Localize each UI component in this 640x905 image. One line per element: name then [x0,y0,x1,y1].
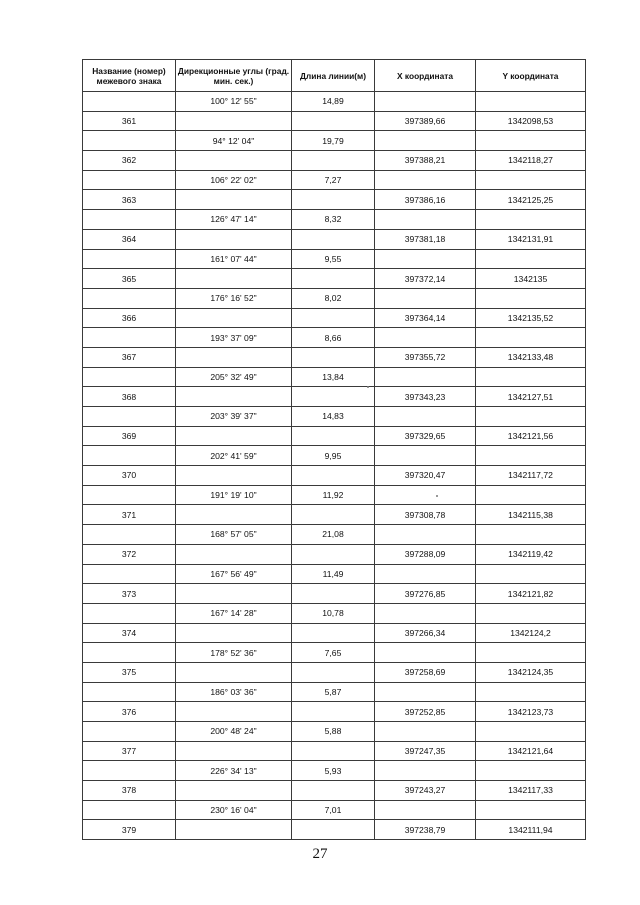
x-coordinate-cell: 397372,14 [375,269,476,289]
line-length-cell: 11,49 [292,564,375,584]
line-length-cell [292,426,375,446]
marker-name-cell: 378 [83,781,176,801]
table-row [83,623,586,643]
bearing-angle-cell: 106° 22' 02" [176,170,292,190]
line-length-cell [292,741,375,761]
x-coordinate-cell: 397386,16 [375,190,476,210]
bearing-angle-cell [176,229,292,249]
y-coordinate-cell [476,249,586,269]
line-length-cell: 21,08 [292,525,375,545]
x-coordinate-cell [375,92,476,112]
marker-name-cell [83,407,176,427]
bearing-angle-cell: 230° 16' 04" [176,800,292,820]
line-length-cell: 11,92 [292,485,375,505]
line-length-cell: 14,83 [292,407,375,427]
line-length-cell [292,820,375,840]
bearing-angle-cell: 178° 52' 36" [176,643,292,663]
y-coordinate-cell: 1342121,64 [476,741,586,761]
line-length-cell: 14,89 [292,92,375,112]
line-length-cell [292,308,375,328]
header-y-coordinate: Y координата [476,60,586,92]
bearing-angle-cell: 176° 16' 52" [176,288,292,308]
x-coordinate-cell: 397247,35 [375,741,476,761]
table-row [83,485,586,505]
y-coordinate-cell [476,407,586,427]
bearing-angle-cell: 167° 56' 49" [176,564,292,584]
table-row [83,584,586,604]
marker-name-cell: 376 [83,702,176,722]
bearing-angle-cell: 226° 34' 13" [176,761,292,781]
y-coordinate-cell [476,131,586,151]
x-coordinate-cell [375,131,476,151]
table-row [83,682,586,702]
bearing-angle-cell [176,741,292,761]
marker-name-cell [83,210,176,230]
x-coordinate-cell: 397238,79 [375,820,476,840]
line-length-cell: 7,01 [292,800,375,820]
table-row [83,288,586,308]
marker-name-cell: 377 [83,741,176,761]
bearing-angle-cell [176,505,292,525]
bearing-angle-cell [176,308,292,328]
marker-name-cell [83,800,176,820]
marker-name-cell [83,288,176,308]
marker-name-cell [83,603,176,623]
table-row [83,564,586,584]
line-length-cell: 5,87 [292,682,375,702]
line-length-cell: 9,95 [292,446,375,466]
table-row [83,210,586,230]
table-row [83,249,586,269]
line-length-cell [292,702,375,722]
line-length-cell: 8,32 [292,210,375,230]
bearing-angle-cell: 193° 37' 09" [176,328,292,348]
x-coordinate-cell [375,722,476,742]
x-coordinate-cell: 397355,72 [375,347,476,367]
x-coordinate-cell: 397276,85 [375,584,476,604]
marker-name-cell [83,446,176,466]
line-length-cell [292,387,375,407]
line-length-cell: 5,93 [292,761,375,781]
line-length-cell [292,229,375,249]
x-coordinate-cell: 397252,85 [375,702,476,722]
y-coordinate-cell: 1342124,2 [476,623,586,643]
y-coordinate-cell: 1342118,27 [476,151,586,171]
line-length-cell [292,151,375,171]
table-row [83,446,586,466]
y-coordinate-cell: 1342121,82 [476,584,586,604]
y-coordinate-cell [476,367,586,387]
line-length-cell [292,544,375,564]
x-coordinate-cell: 397388,21 [375,151,476,171]
x-coordinate-cell [375,800,476,820]
x-coordinate-cell: 397389,66 [375,111,476,131]
line-length-cell [292,347,375,367]
x-coordinate-cell [375,210,476,230]
y-coordinate-cell [476,485,586,505]
line-length-cell: 8,66 [292,328,375,348]
table-row [83,308,586,328]
line-length-cell [292,623,375,643]
x-coordinate-cell [375,170,476,190]
table-header-row [83,60,586,92]
y-coordinate-cell [476,682,586,702]
y-coordinate-cell [476,288,586,308]
y-coordinate-cell [476,643,586,663]
y-coordinate-cell: 1342115,38 [476,505,586,525]
table-row [83,426,586,446]
table-row [83,800,586,820]
marker-name-cell: 375 [83,662,176,682]
line-length-cell [292,584,375,604]
line-length-cell [292,111,375,131]
y-coordinate-cell [476,210,586,230]
marker-name-cell: 374 [83,623,176,643]
marker-name-cell [83,170,176,190]
table-row [83,603,586,623]
marker-name-cell [83,328,176,348]
x-coordinate-cell [375,643,476,663]
y-coordinate-cell: 1342098,53 [476,111,586,131]
marker-name-cell [83,249,176,269]
bearing-angle-cell [176,544,292,564]
bearing-angle-cell [176,662,292,682]
table-row [83,269,586,289]
table-row [83,466,586,486]
bearing-angle-cell: 167° 14' 28" [176,603,292,623]
bearing-angle-cell [176,584,292,604]
line-length-cell: 13,84 [292,367,375,387]
bearing-angle-cell: 100° 12' 55" [176,92,292,112]
marker-name-cell: 369 [83,426,176,446]
marker-name-cell: 379 [83,820,176,840]
table-row [83,92,586,112]
boundary-coordinates-table [82,59,586,840]
table-row [83,662,586,682]
page-number: 27 [312,846,328,862]
y-coordinate-cell [476,564,586,584]
table-body [83,92,586,840]
table-row [83,722,586,742]
x-coordinate-cell: 397243,27 [375,781,476,801]
table-row [83,367,586,387]
x-coordinate-cell [375,761,476,781]
marker-name-cell [83,682,176,702]
bearing-angle-cell: 126° 47' 14" [176,210,292,230]
y-coordinate-cell: 1342111,94 [476,820,586,840]
marker-name-cell: 367 [83,347,176,367]
x-coordinate-cell: 397343,23 [375,387,476,407]
table-row [83,820,586,840]
y-coordinate-cell [476,170,586,190]
marker-name-cell: 371 [83,505,176,525]
y-coordinate-cell: 1342119,42 [476,544,586,564]
x-coordinate-cell [375,367,476,387]
table-row [83,741,586,761]
y-coordinate-cell: 1342125,25 [476,190,586,210]
table-row [83,387,586,407]
x-coordinate-cell: 397288,09 [375,544,476,564]
marker-name-cell [83,761,176,781]
line-length-cell: 9,55 [292,249,375,269]
bearing-angle-cell: 94° 12' 04" [176,131,292,151]
y-coordinate-cell [476,722,586,742]
marker-name-cell [83,525,176,545]
line-length-cell [292,505,375,525]
bearing-angle-cell [176,702,292,722]
table-row [83,170,586,190]
x-coordinate-cell [375,328,476,348]
y-coordinate-cell [476,603,586,623]
bearing-angle-cell [176,623,292,643]
header-line-length: Длина линии(м) [292,60,375,92]
bearing-angle-cell: 200° 48' 24" [176,722,292,742]
x-coordinate-cell: 397258,69 [375,662,476,682]
y-coordinate-cell: 1342135 [476,269,586,289]
table-row [83,229,586,249]
marker-name-cell [83,131,176,151]
y-coordinate-cell: 1342117,72 [476,466,586,486]
line-length-cell: 8,02 [292,288,375,308]
x-coordinate-cell [375,603,476,623]
marker-name-cell: 364 [83,229,176,249]
y-coordinate-cell [476,525,586,545]
bearing-angle-cell [176,820,292,840]
bearing-angle-cell [176,466,292,486]
x-coordinate-cell [375,564,476,584]
x-coordinate-cell: 397266,34 [375,623,476,643]
line-length-cell [292,781,375,801]
x-coordinate-cell [375,485,476,505]
bearing-angle-cell: 205° 32' 49" [176,367,292,387]
y-coordinate-cell [476,761,586,781]
table-row [83,525,586,545]
x-coordinate-cell [375,249,476,269]
y-coordinate-cell [476,800,586,820]
x-coordinate-cell [375,407,476,427]
y-coordinate-cell: 1342131,91 [476,229,586,249]
table-row [83,702,586,722]
marker-name-cell: 366 [83,308,176,328]
y-coordinate-cell: 1342127,51 [476,387,586,407]
line-length-cell: 5,88 [292,722,375,742]
bearing-angle-cell [176,111,292,131]
y-coordinate-cell: 1342117,33 [476,781,586,801]
line-length-cell [292,466,375,486]
bearing-angle-cell: 161° 07' 44" [176,249,292,269]
bearing-angle-cell [176,426,292,446]
scan-speck [436,495,438,497]
x-coordinate-cell: 397308,78 [375,505,476,525]
line-length-cell [292,190,375,210]
y-coordinate-cell [476,328,586,348]
y-coordinate-cell [476,446,586,466]
bearing-angle-cell [176,269,292,289]
marker-name-cell: 368 [83,387,176,407]
bearing-angle-cell: 202° 41' 59" [176,446,292,466]
line-length-cell: 19,79 [292,131,375,151]
header-marker-name: Название (номер) межевого знака [83,60,176,92]
y-coordinate-cell: 1342133,48 [476,347,586,367]
table-row [83,643,586,663]
table-row [83,328,586,348]
x-coordinate-cell [375,288,476,308]
line-length-cell [292,662,375,682]
table-row [83,505,586,525]
bearing-angle-cell: 203° 39' 37" [176,407,292,427]
marker-name-cell [83,643,176,663]
marker-name-cell: 365 [83,269,176,289]
table-row [83,761,586,781]
marker-name-cell: 370 [83,466,176,486]
bearing-angle-cell: 191° 19' 10" [176,485,292,505]
marker-name-cell: 363 [83,190,176,210]
bearing-angle-cell [176,347,292,367]
x-coordinate-cell: 397329,65 [375,426,476,446]
x-coordinate-cell: 397364,14 [375,308,476,328]
x-coordinate-cell [375,446,476,466]
marker-name-cell: 362 [83,151,176,171]
x-coordinate-cell: 397381,18 [375,229,476,249]
table-row [83,111,586,131]
marker-name-cell: 373 [83,584,176,604]
header-bearing-angle: Дирекционные углы (град. мин. сек.) [176,60,292,92]
bearing-angle-cell [176,151,292,171]
marker-name-cell: 361 [83,111,176,131]
table-row [83,544,586,564]
marker-name-cell [83,722,176,742]
line-length-cell: 7,65 [292,643,375,663]
bearing-angle-cell: 186° 03' 36" [176,682,292,702]
table-row [83,781,586,801]
table-row [83,151,586,171]
x-coordinate-cell [375,682,476,702]
table-row [83,131,586,151]
header-x-coordinate: X координата [375,60,476,92]
scan-speck [367,386,369,388]
marker-name-cell [83,92,176,112]
marker-name-cell [83,485,176,505]
bearing-angle-cell [176,387,292,407]
y-coordinate-cell: 1342135,52 [476,308,586,328]
line-length-cell: 7,27 [292,170,375,190]
y-coordinate-cell: 1342123,73 [476,702,586,722]
table-row [83,407,586,427]
y-coordinate-cell: 1342124,35 [476,662,586,682]
line-length-cell: 10,78 [292,603,375,623]
bearing-angle-cell [176,781,292,801]
y-coordinate-cell: 1342121,56 [476,426,586,446]
marker-name-cell [83,367,176,387]
line-length-cell [292,269,375,289]
table-row [83,190,586,210]
y-coordinate-cell [476,92,586,112]
bearing-angle-cell: 168° 57' 05" [176,525,292,545]
x-coordinate-cell [375,525,476,545]
marker-name-cell [83,564,176,584]
marker-name-cell: 372 [83,544,176,564]
bearing-angle-cell [176,190,292,210]
table-row [83,347,586,367]
x-coordinate-cell: 397320,47 [375,466,476,486]
